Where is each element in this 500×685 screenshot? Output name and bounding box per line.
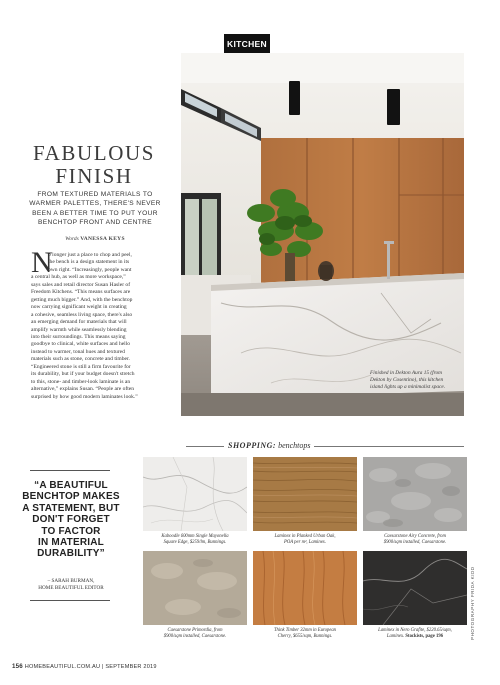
body-line: says sales and retail director Susan Hasler of xyxy=(31,281,131,288)
swatch-marble-white xyxy=(143,457,247,531)
caption-line: Kaboodle 600mm Single Mayonella xyxy=(161,534,229,539)
kitchen-illustration xyxy=(181,53,464,416)
caption-line-end: Laminex. xyxy=(386,634,405,640)
drop-cap: N xyxy=(31,246,53,279)
caption-line: Think Timber 32mm in European xyxy=(273,628,337,633)
swatch-beige-stone xyxy=(143,551,247,625)
standfirst-line: BENCHTOP FRONT AND CENTRE xyxy=(38,218,152,226)
caption-line: Caesarstone Airy Concrete, from xyxy=(384,534,446,539)
photo-credit: PHOTOGRAPHY FRIDA KIDD xyxy=(470,566,475,640)
body-line: to this, stone- and timber-look laminate is an xyxy=(31,378,131,385)
caption-oak-wood xyxy=(253,534,357,547)
swatch-cherry-timber xyxy=(253,551,357,625)
shopping-rule-right xyxy=(314,446,464,447)
folio-issue: SEPTEMBER 2019 xyxy=(105,664,157,670)
attribution-name: – SARAH BURMAN, xyxy=(47,578,95,584)
oak-texture xyxy=(253,457,357,531)
caption-line: Cherry, $655/sqm, Bunnings. xyxy=(277,634,333,640)
caption-line: Laminex in Nero Grafite, $220.65/sqm, xyxy=(378,628,452,633)
caption-line xyxy=(363,634,467,640)
shopping-title xyxy=(228,441,311,450)
swatch-oak-wood xyxy=(253,457,357,531)
caption-line: $900/sqm installed, Caesarstone. xyxy=(383,540,447,546)
shopping-rule-left xyxy=(186,446,224,447)
shopping-header xyxy=(186,441,464,451)
body-line: its durability, but if your budget doesn't stretch xyxy=(31,371,135,378)
hero-kitchen-photo xyxy=(181,53,464,416)
pull-quote-line: A STATEMENT, BUT xyxy=(22,502,120,514)
hero-caption-line: Finished in Dekton Aura 15 (from xyxy=(370,370,442,376)
standfirst-line: WARMER PALETTES, THERE'S NEVER xyxy=(29,200,161,208)
body-line: surprised by how good modern laminates look.” xyxy=(31,393,138,400)
body-line: alternative,” explains Susan. “People are often xyxy=(31,386,135,393)
hero-caption xyxy=(370,370,462,391)
beige-stone-texture xyxy=(143,551,247,625)
page-number: 156 xyxy=(12,663,23,670)
body-line: into their surroundings. This means saying xyxy=(31,333,126,340)
folio-site: HOMEBEAUTIFUL.COM.AU xyxy=(24,664,101,670)
section-tag-top: KITCHEN xyxy=(227,39,267,49)
hero-caption-line: Dekton by Cosentino), this kitchen xyxy=(370,377,444,383)
standfirst xyxy=(12,190,178,227)
pull-quote-line: “A BEAUTIFUL xyxy=(34,480,108,491)
body-line: o longer just a place to chop and peel, xyxy=(48,252,132,258)
body-line: a central hub, as well as more workspace,” xyxy=(31,274,126,281)
body-line: “Engineered stone is still a firm favourite for xyxy=(31,363,131,370)
caption-beige-stone xyxy=(143,628,247,641)
headline-line-2: FINISH xyxy=(55,164,133,188)
concrete-texture xyxy=(363,457,467,531)
body-line: getting much bigger.” And, with the benchtop xyxy=(31,296,133,303)
headline-line-1: FABULOUS xyxy=(32,141,156,165)
body-line: Freedom Kitchens. “This means surfaces are xyxy=(31,289,131,296)
pull-quote-line: DURABILITY” xyxy=(37,548,105,560)
standfirst-line: FROM TEXTURED MATERIALS TO xyxy=(37,191,153,198)
hero-caption-line: island lights up a minimalist space. xyxy=(370,384,446,390)
marble-texture xyxy=(143,457,247,531)
byline-author: VANESSA KEYS xyxy=(80,236,125,242)
caption-grey-concrete xyxy=(363,534,467,547)
body-line: goodbye to clinical, white surfaces and hello xyxy=(31,341,131,348)
page-folio xyxy=(12,663,157,670)
caption-line: POA per m², Laminex. xyxy=(283,540,327,546)
shopping-label: SHOPPING: xyxy=(228,441,277,450)
body-line: a cohesive, seamless living space, there's also xyxy=(31,311,133,318)
article-body xyxy=(31,246,179,401)
shopping-category: benchtops xyxy=(278,441,311,450)
body-line: amplify warmth while seamlessly blending xyxy=(31,326,127,333)
caption-cherry-timber xyxy=(253,628,357,641)
cherry-texture xyxy=(253,551,357,625)
stockists-note: Stockists, page 196 xyxy=(405,634,444,640)
body-line: an emerging demand for materials that will xyxy=(31,319,127,326)
quote-rule-bottom xyxy=(30,600,110,601)
black-marble-texture xyxy=(363,551,467,625)
caption-marble-white xyxy=(143,534,247,547)
standfirst-line: BEEN A BETTER TIME TO PUT YOUR xyxy=(32,209,158,217)
body-line: own right. “Increasingly, people want xyxy=(48,266,132,273)
caption-line: $900/sqm installed, Caesarstone. xyxy=(163,634,227,640)
caption-line: Caesarstone Primordia, from xyxy=(167,628,223,633)
pull-quote-line: TO FACTOR xyxy=(41,525,101,537)
body-line: the bench is a design statement in its xyxy=(48,259,130,266)
pull-quote-line: BENCHTOP MAKES xyxy=(22,491,120,503)
headline xyxy=(14,142,174,188)
caption-line: Square Edge, $259/lm, Bunnings. xyxy=(163,540,227,546)
pull-quote xyxy=(10,480,132,560)
swatch-black-grafite xyxy=(363,551,467,625)
caption-black-grafite xyxy=(363,628,467,641)
swatch-grey-concrete xyxy=(363,457,467,531)
quote-rule-top xyxy=(30,470,110,471)
pull-quote-line: DON'T FORGET xyxy=(32,514,110,526)
byline xyxy=(12,236,178,242)
folio-separator: | xyxy=(101,664,104,670)
attribution-title: HOME BEAUTIFUL EDITOR xyxy=(38,585,104,591)
pull-quote-attribution xyxy=(10,578,132,592)
body-line: instead to warmer, tonal hues and textured xyxy=(31,348,125,355)
byline-label: Words xyxy=(65,236,79,242)
body-line: now carrying significant weight in creating xyxy=(31,304,127,311)
caption-line: Laminex in Planked Urban Oak, xyxy=(274,534,336,539)
pull-quote-line: IN MATERIAL xyxy=(38,537,104,549)
body-line: materials such as stone, concrete and timber. xyxy=(31,356,130,363)
